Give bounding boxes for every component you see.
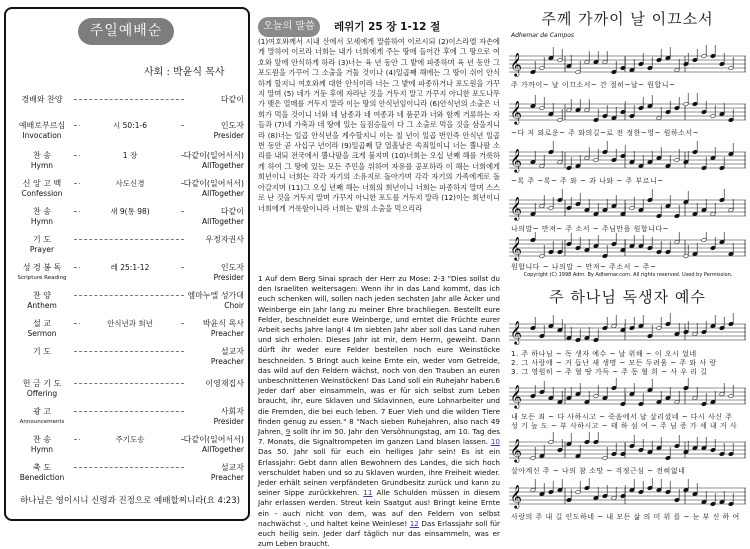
item-name: 찬 양 Anthem — [27, 291, 57, 310]
scripture-korean-text: (1)여호와께서 시내 산에서 모세에게 말씀하여 이르시되 (2)이스라엘 자손에게 말하여 이르라 너희는 내가 너희에게 주는 땅에 들어간 후에 그 땅으로 여호와 앞에 안식하게 하라 (3)너는 육 년 동안 그 밭에 파종하며 육 년 동안 그 포도원을 가꾸어 그 소출을 거둘 것이나 (4)일곱째 해에는 그 땅이 쉬어 안식하게 할지니 여호와께 대한 안식이라 너는 그 밭에 파종하거나 포도원을 가꾸지 말며 (5) 네가 거둔 후에 자라난 것을 거두지 말고 가꾸지 아니한 포도나무가 맺은 열매를 거두지 말라 이는 땅의 안식년임이니라 (6)안식년의 소출은 너희가 먹을 것이니 너와 네 남종과 네 여종과 네 품꾼과 너와 함께 거류하는 자들과 (7)네 가축과 네 땅에 있는 들짐승들이 다 그 소출로 먹을 것을 삼을지니라 (8)너는 일곱 안식년을 계수할지니 이는 칠 년이 일곱 번인즉 안식년 일곱 번 동안 곧 사십구 년이라 (9)일곱째 달 열흘날은 속죄일이니 너는 뿔나팔 소리를 내되 전국에서 뿔나팔을 크게 불지며 (10)너희는 오십 년째 해를 거룩하게 하여 그 땅에 있는 모든 주민을 위하여 자유를 공포하라 이 해는 너희에게 희년이니 너희는 각각 자기의 소유지로 돌아가며 각각 자기의 가족에게로 돌아갈지며 (11)그 오십 년째 해는 너희의 희년이니 너희는 파종하지 말며 스스로 난 것을 거두지 말며 가꾸지 아니한 포도를 거두지 말라 (12)이는 희년이니 너희에게 거룩함이니라 너희는 밭의 소출을 먹으리라 — [258, 37, 500, 213]
item-role: 다같이 AllTogether — [202, 207, 244, 226]
hymn-2-lyric-7: 사랑의 주 내 길 인도하네 ~ 내 모든 삶 의 미 위 를 ~ 눈 부 신 하 여 — [511, 513, 740, 521]
music-staff-drawing — [505, 232, 750, 266]
item-role: 사회자 Presider — [213, 407, 244, 426]
worship-item-confession — [16, 177, 244, 201]
worship-item-invocation — [16, 119, 244, 143]
item-role: 엠마누엘 성가대 Choir — [187, 291, 244, 310]
hymn-2-lyric-5: 성 기 높 도 ~ 부 사하시고 ~ 태 하 섬 여 ~ 주 님 증 가 세 내 거 사 — [511, 422, 738, 430]
item-name: 찬 송 Hymn — [30, 207, 54, 226]
item-name: 신 앙 고 백 Confession — [21, 179, 63, 198]
hymn-1-copyright: Copyright (C) 1998 Adm. By Adhemar.com. All rights reserved. Used by Permission. — [523, 272, 733, 278]
svg-text:𝄞: 𝄞 — [510, 438, 522, 462]
item-name: 찬 송 Hymn — [30, 435, 54, 454]
music-staff-drawing — [505, 310, 750, 350]
hymn-2-lyric-3: 3. 그 영원히 ~ 주 혈 땅 가득 ~ 주 동 혈 희 ~ 사 우 리 길 — [511, 368, 708, 376]
hymn-1-lyric-5: 원합니다 ~ 나의말 ~ 만져~ 주소서 ~ 주~ — [511, 263, 657, 271]
worship-item-announcements — [16, 405, 244, 429]
hymn-2-lyric-2: 2. 그 사랑에 ~ 거 듭난 새 생명 ~ 모든 두려움 ~ 주 와 사 랑 — [511, 359, 717, 367]
leader-dots — [74, 467, 184, 468]
leader-dots — [74, 239, 184, 240]
worship-item-scripture-reading — [16, 261, 244, 285]
worship-item-prayer — [16, 233, 244, 257]
svg-text:𝄞: 𝄞 — [510, 196, 522, 220]
item-role: 다같이 — [220, 95, 244, 104]
music-staff-drawing — [505, 478, 750, 514]
music-staff-drawing — [505, 138, 750, 178]
hymn-2-staff-4 — [505, 478, 750, 514]
svg-text:𝄞: 𝄞 — [510, 236, 522, 260]
leader-dots — [74, 295, 184, 296]
music-staff-drawing — [505, 90, 750, 130]
item-name: 성 경 봉 독 Scripture Reading — [17, 263, 67, 281]
hymn-1-lyric-3: ~록 주 ~록~ 주 와 ~ 과 나와 ~ 주 부르니~ — [511, 177, 664, 185]
leader-dots — [74, 99, 184, 100]
svg-text:𝄞: 𝄞 — [510, 484, 522, 508]
item-detail: 레 25:1-12 — [80, 262, 180, 273]
worship-item-hymn-2 — [16, 205, 244, 229]
verse-number: 9 — [285, 427, 291, 437]
hymn-1-title: 주께 가까이 날 이끄소서 — [541, 10, 714, 28]
hymn-1-lyric-1: 주 가까이~ 날 이끄소서~ 간 절히~날~ 원합니~ — [511, 81, 676, 89]
hymn-sheets-panel — [505, 0, 750, 530]
item-role: 다같이(일어서서) AllTogether — [183, 151, 244, 170]
worship-order-panel — [4, 7, 250, 521]
item-detail: 1 장 — [80, 150, 180, 161]
worship-item-anthem — [16, 289, 244, 313]
worship-item-closing-prayer — [16, 345, 244, 369]
svg-text:𝄞: 𝄞 — [510, 384, 522, 408]
item-detail: 새 9(통 98) — [80, 206, 180, 217]
leader-dots — [74, 383, 184, 384]
hymn-1-staff-1 — [505, 42, 750, 82]
worship-item-hymn-1 — [16, 149, 244, 173]
verse-number: 11 — [363, 488, 373, 498]
item-role: 우정자권사 — [205, 235, 244, 244]
scripture-label: 오늘의 말씀 — [258, 17, 320, 37]
worship-item-benediction — [16, 461, 244, 485]
item-role: 박윤식 목사 Preacher — [202, 319, 244, 338]
hymn-1-lyric-4: 나의말~ 만져~ 주 소서 ~ 주님만을 원합니다~ — [511, 225, 670, 233]
scripture-reference: 레위기 25 장 1-12 절 — [334, 21, 441, 33]
music-staff-drawing — [505, 378, 750, 414]
music-staff-drawing — [505, 186, 750, 226]
item-role: 인도자 Presider — [213, 121, 244, 140]
item-role: 이영재집사 — [205, 379, 244, 388]
worship-item-sermon — [16, 317, 244, 341]
hymn-2-lyric-1: 1. 주 하나님 ~ 독 생자 예수 ~ 날 위해 ~ 이 오시 었네 — [511, 350, 697, 358]
item-role: 인도자 Presider — [213, 263, 244, 282]
hymn-2-staff-3 — [505, 432, 750, 468]
item-detail: 안식년과 희년 — [80, 318, 180, 329]
hymn-1-composer: Adhemar de Campos — [511, 32, 575, 39]
hymn-1-staff-5 — [505, 232, 750, 266]
hymn-1-lyric-2: ~다 저 외로운~ 주 와의길~로 전 정한~영~ 원하소서~ — [511, 129, 699, 137]
item-detail: 사도신경 — [80, 178, 180, 189]
item-role: 설교자 Preacher — [210, 347, 244, 366]
worship-item-praise — [16, 93, 244, 117]
hymn-1-staff-4 — [505, 186, 750, 226]
music-staff-drawing — [505, 42, 750, 82]
hymn-2-staff-1 — [505, 310, 750, 350]
item-detail: 주기도송 — [80, 434, 180, 445]
hymn-1-staff-3 — [505, 138, 750, 178]
item-name: 경배와 찬양 — [21, 95, 63, 104]
worship-item-offering — [16, 377, 244, 401]
hymn-1-staff-2 — [505, 90, 750, 130]
music-staff-drawing — [505, 432, 750, 468]
item-role: 다같이(일어서서) AllTogether — [183, 435, 244, 454]
svg-text:𝄞: 𝄞 — [510, 52, 522, 76]
verse-number: 12 — [409, 518, 419, 528]
svg-text:𝄞: 𝄞 — [510, 148, 522, 172]
item-name: 기 도 Prayer — [29, 235, 55, 254]
item-name: 찬 송 Hymn — [30, 151, 54, 170]
leader-dots — [74, 411, 184, 412]
svg-text:𝄞: 𝄞 — [510, 320, 522, 344]
scripture-german-text: 1 Auf dem Berg Sinai sprach der Herr zu Mose: 2-3 "Dies sollst du den Israeliten weitersagen: Wenn ihr in das Land kommt, das ich euch schenken will, sollen nach jeden sechsten Jahr alle Äcker und Weinberge ein Jahr lang zu meiner Ehre brachliegen. Bestellt eure Felder, beschneidet eure Weinberge, und erntet die Früchte eurer Arbeit sechs Jahre lang! 4 Im siebten Jahr aber soll das Land ruhen und sich erholen. Dieses Jahr ist mir, dem Herrn, geweiht. Dann dürft ihr weder eure Felder bestellen noch eure Weinstöcke beschneiden. 5 Bringt auch keine Ernte ein, weder vom Getreide, das wild auf den Feldern wächst, noch von den Trauben an euren unbeschnittenen Weinstöcken! Das Land soll ein Ruhejahr haben.6 Jeder darf aber einsammeln, was er für sich selbst zum Leben braucht, ihr, eure Sklaven und Sklavinnen, eure Lohnarbeiter und die Fremden, die bei euch leben. 7 Euer Vieh und die wilden Tiere finden genug zu essen." 8 "Nach sieben Ruhejahren, also nach 49 Jahren, 9 sollt ihr im 50. Jahr den Versöhnungstag, am 10. Tag des 7. Monats, die Signaltrompeten im ganzen Land blasen lassen. 10 Das 50. Jahr soll für euch ein heiliges Jahr sein! Es ist ein Erlassjahr: Gebt dann allen Bewohnern des Landes, die sich hoch verschuldet haben und so zu Sklaven wurden, ihre Freiheit wieder. Jeder erhält seinen verpfändeten Grundbesitz zurück und kann zu seiner Sippe zurückkehren. 11 Alle Schulden müssen in diesem Jahr erlassen werden. Streut kein Saatgut aus! Bringt keine Ernte ein - auch nicht von dem, was auf den Feldern von selbst nachwächst -, und haltet keine Weinlese! 12 Das Erlassjahr soll für euch heilig sein. Jeder darf täglich nur das einsammeln, was er zum Leben braucht. — [258, 274, 500, 549]
item-name: 기 도 — [33, 347, 51, 356]
worship-item-hymn-3 — [16, 433, 244, 457]
svg-text:𝄞: 𝄞 — [510, 100, 522, 124]
hymn-2-title: 주 하나님 독생자 예수 — [549, 288, 706, 306]
presider-line: 사회 : 박윤식 목사 — [144, 67, 225, 78]
item-name: 설 교 Sermon — [27, 319, 57, 338]
item-name: 예배로부르심 Invocation — [18, 121, 66, 140]
worship-order-title: 주일예배순 — [78, 18, 174, 45]
leader-dots — [74, 351, 184, 352]
scripture-panel — [256, 7, 502, 549]
item-name: 헌 금 기 도 Offering — [22, 379, 62, 398]
item-role: 설교자 Preacher — [210, 463, 244, 482]
item-detail: 시 50:1-6 — [80, 120, 180, 131]
hymn-2-staff-2 — [505, 378, 750, 414]
closing-verse: 하나님은 영이시니 신령과 진정으로 예배할찌니라(요 4:23) — [20, 496, 240, 506]
hymn-2-lyric-6: 살아계신 주 ~ 나의 참 소망 ~ 걱정근심 ~ 전혀없네 — [511, 467, 686, 475]
verse-number: 10 — [490, 437, 500, 447]
hymn-2-lyric-4: 내 모든 죄 ~ 다 사하시고 ~ 죽음에서 날 살리셨네 ~ 다시 사신 주 — [511, 413, 733, 421]
item-name: 축 도 Benediction — [19, 463, 65, 482]
item-role: 다같이(일어서서) AllTogether — [183, 179, 244, 198]
item-name: 광 고 Announcements — [19, 407, 65, 425]
